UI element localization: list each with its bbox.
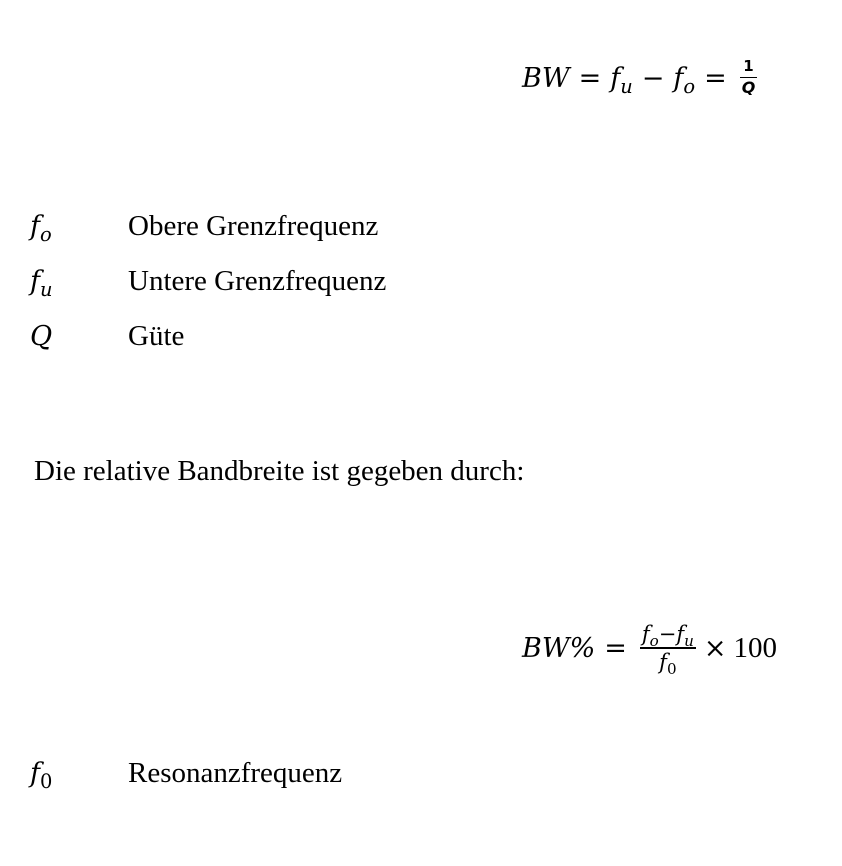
definition-symbol: Q xyxy=(30,321,53,352)
fo-term: $f_o$ xyxy=(673,62,696,98)
definition-f0 xyxy=(30,757,343,794)
definition-text: Resonanzfrequenz xyxy=(128,757,343,789)
one-over-q-fraction xyxy=(740,56,758,98)
definition-fu xyxy=(30,265,387,302)
fraction-denominator: Q xyxy=(741,78,756,98)
definition-text: Untere Grenzfrequenz xyxy=(128,265,387,297)
definition-fo xyxy=(30,210,379,247)
fu-term: $f_u$ xyxy=(610,62,633,98)
difference-over-f0-fraction xyxy=(640,622,696,678)
factor-100: 100 xyxy=(733,631,778,664)
bw-percent-symbol: BW% xyxy=(522,632,596,664)
definition-symbol: $f_u$ xyxy=(30,266,53,302)
bw-symbol: BW xyxy=(522,62,570,94)
relative-bandwidth-formula xyxy=(522,618,777,678)
fraction-denominator: $f_0$ xyxy=(659,649,677,678)
fraction-numerator: $f_o-f_u$ xyxy=(641,622,694,651)
definition-q xyxy=(30,320,184,353)
equals-sign-2: = xyxy=(704,62,727,94)
minus-sign: − xyxy=(641,62,665,94)
definition-symbol: $f_0$ xyxy=(30,758,53,794)
definition-text: Obere Grenzfrequenz xyxy=(128,210,379,242)
bandwidth-formula xyxy=(522,50,757,106)
equals-sign: = xyxy=(604,632,627,664)
definition-symbol: $f_o$ xyxy=(30,211,52,247)
times-sign: × xyxy=(703,632,727,664)
definition-text: Güte xyxy=(128,320,185,352)
relative-bandwidth-paragraph: Die relative Bandbreite ist gegeben durch: xyxy=(34,455,525,487)
fraction-numerator: 1 xyxy=(743,56,754,75)
equals-sign: = xyxy=(578,62,602,94)
